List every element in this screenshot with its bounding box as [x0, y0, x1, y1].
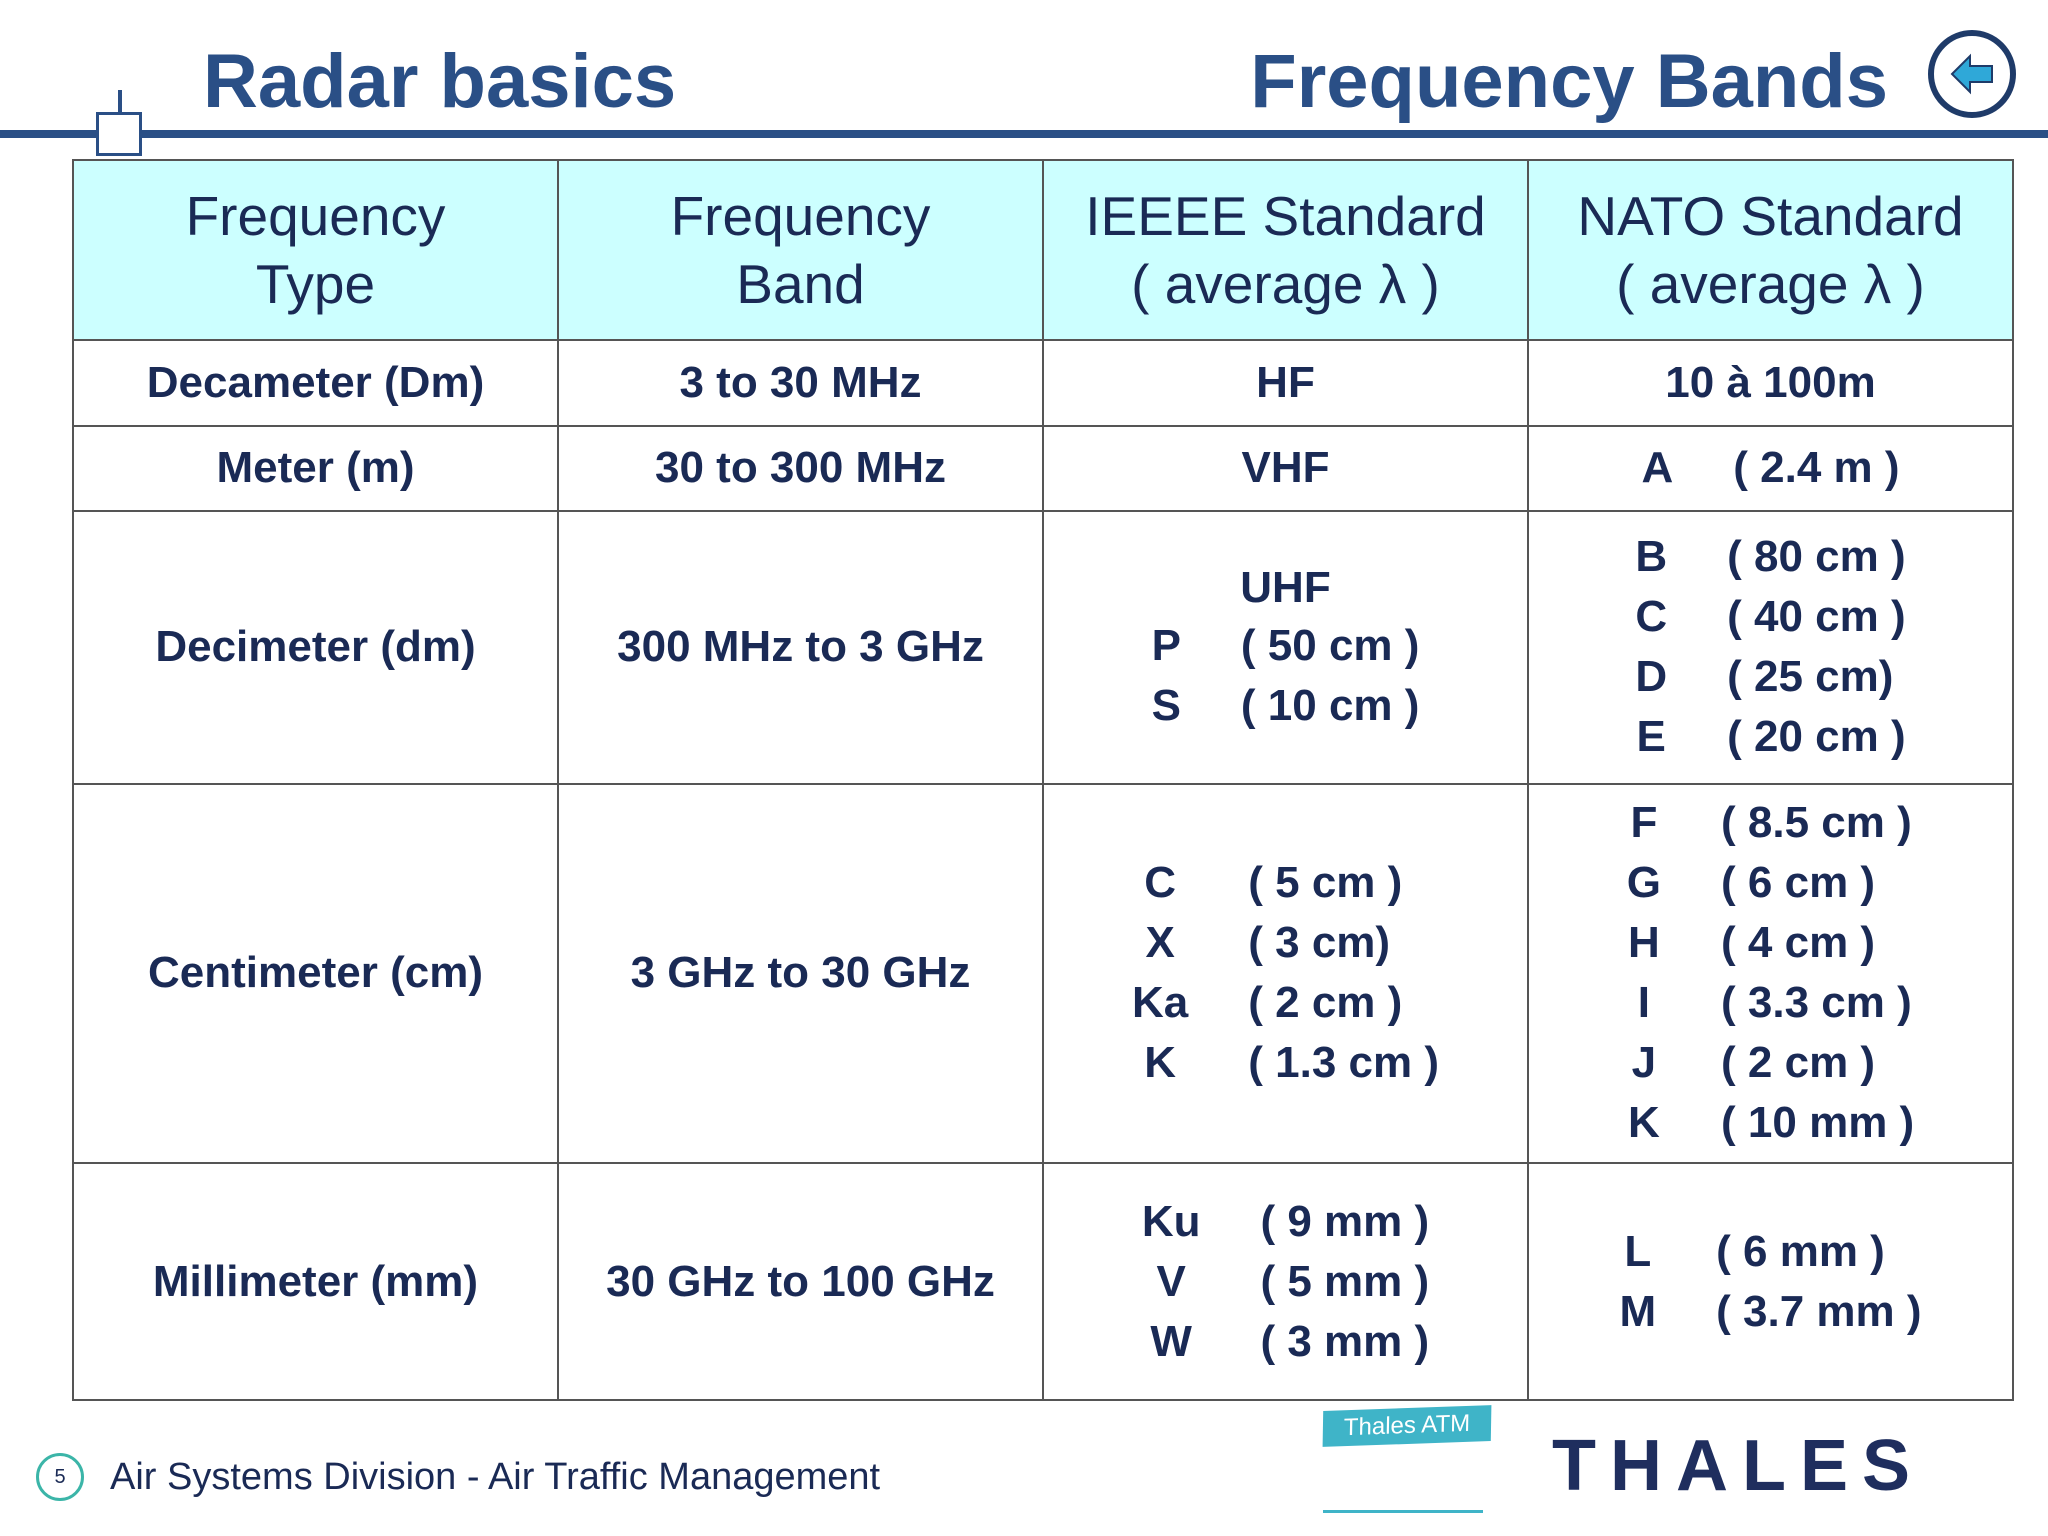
- band-wavelength: ( 3 mm ): [1260, 1316, 1430, 1366]
- column-header: [1528, 160, 2013, 340]
- band-wavelength: ( 3.3 cm ): [1721, 978, 1912, 1028]
- nato-standard-cell: [1528, 426, 2013, 510]
- frequency-bands-table: [72, 159, 2014, 1401]
- badge-underline: [1323, 1510, 1483, 1513]
- band-letter: F: [1630, 798, 1658, 848]
- table-row: [73, 1163, 2013, 1400]
- frequency-type-cell: Millimeter (mm): [73, 1163, 558, 1400]
- ieee-band-list: [1152, 617, 1420, 735]
- ieee-band-heading: UHF: [1240, 563, 1331, 613]
- presentation-title: Radar basics: [203, 39, 677, 124]
- header-marker: [96, 112, 142, 156]
- back-button[interactable]: [1928, 30, 2016, 118]
- column-header-line: Frequency: [185, 185, 446, 247]
- band-wavelength: ( 40 cm ): [1727, 592, 1906, 642]
- band-wavelength: ( 6 mm ): [1716, 1226, 1885, 1276]
- nato-band-list: [1635, 528, 1905, 766]
- frequency-band-cell: 30 GHz to 100 GHz: [558, 1163, 1043, 1400]
- band-letter: H: [1628, 918, 1660, 968]
- frequency-band-cell: 300 MHz to 3 GHz: [558, 511, 1043, 784]
- band-letter: K: [1144, 1038, 1177, 1088]
- ieee-band-list: [1142, 1193, 1429, 1371]
- nato-band-list: [1627, 794, 1914, 1152]
- nato-standard-cell: [1528, 1163, 2013, 1400]
- column-header-line: ( average λ ): [1131, 253, 1440, 315]
- column-header-line: Band: [736, 253, 865, 315]
- nato-band-list: [1641, 439, 1899, 497]
- ieee-standard-cell: [1043, 784, 1528, 1163]
- thales-logo: THALES: [1552, 1426, 1924, 1506]
- nato-standard-cell: [1528, 340, 2013, 426]
- column-header-line: IEEEE Standard: [1085, 185, 1486, 247]
- thales-atm-badge: Thales ATM: [1323, 1405, 1492, 1447]
- band-letter: S: [1151, 681, 1181, 731]
- ieee-band-list: [1132, 854, 1439, 1092]
- band-letter: V: [1156, 1256, 1186, 1306]
- column-header: [558, 160, 1043, 340]
- frequency-band-cell: 3 to 30 MHz: [558, 340, 1043, 426]
- band-letter: M: [1619, 1286, 1657, 1336]
- frequency-band-cell: 3 GHz to 30 GHz: [558, 784, 1043, 1163]
- band-wavelength: ( 80 cm ): [1727, 532, 1906, 582]
- table-header-row: [73, 160, 2013, 340]
- band-letter: I: [1637, 978, 1651, 1028]
- band-wavelength: ( 9 mm ): [1260, 1196, 1430, 1246]
- page-number: 5: [36, 1453, 84, 1501]
- table-row: [73, 784, 2013, 1163]
- band-letter: W: [1150, 1316, 1192, 1366]
- band-letter: J: [1631, 1038, 1657, 1088]
- band-letter: G: [1626, 858, 1662, 908]
- band-wavelength: ( 1.3 cm ): [1248, 1038, 1439, 1088]
- nato-standard-cell: [1528, 784, 2013, 1163]
- band-wavelength: ( 2 cm ): [1248, 978, 1403, 1028]
- column-header-line: NATO Standard: [1577, 185, 1964, 247]
- band-wavelength: ( 50 cm ): [1240, 621, 1420, 671]
- ieee-standard-cell: [1043, 511, 1528, 784]
- band-letter: Ka: [1132, 978, 1189, 1028]
- band-letter: E: [1636, 712, 1666, 762]
- band-wavelength: ( 5 mm ): [1260, 1256, 1430, 1306]
- band-wavelength: ( 10 mm ): [1721, 1098, 1915, 1148]
- band-wavelength: ( 3 cm): [1248, 918, 1391, 968]
- frequency-band-cell: 30 to 300 MHz: [558, 426, 1043, 510]
- band-wavelength: ( 10 cm ): [1240, 681, 1420, 731]
- table-row: [73, 511, 2013, 784]
- column-header-line: Type: [255, 253, 376, 315]
- frequency-type-cell: Centimeter (cm): [73, 784, 558, 1163]
- band-letter: X: [1145, 918, 1175, 968]
- band-letter: C: [1635, 592, 1668, 642]
- column-header-line: Frequency: [670, 185, 931, 247]
- band-wavelength: ( 2.4 m ): [1733, 443, 1900, 493]
- column-header: [1043, 160, 1528, 340]
- frequency-type-cell: Meter (m): [73, 426, 558, 510]
- band-letter: P: [1151, 621, 1181, 671]
- column-header: [73, 160, 558, 340]
- nato-band-heading: 10 à 100m: [1665, 358, 1876, 408]
- band-letter: D: [1635, 652, 1668, 702]
- table-row: [73, 426, 2013, 510]
- frequency-type-cell: Decimeter (dm): [73, 511, 558, 784]
- band-wavelength: ( 25 cm): [1727, 652, 1894, 702]
- nato-standard-cell: [1528, 511, 2013, 784]
- ieee-band-heading: VHF: [1241, 443, 1330, 493]
- footer-division-text: Air Systems Division - Air Traffic Management: [110, 1456, 881, 1498]
- table-row: [73, 340, 2013, 426]
- frequency-type-cell: Decameter (Dm): [73, 340, 558, 426]
- band-wavelength: ( 2 cm ): [1721, 1038, 1876, 1088]
- band-letter: B: [1635, 532, 1668, 582]
- band-letter: L: [1624, 1226, 1652, 1276]
- band-letter: Ku: [1141, 1196, 1201, 1246]
- band-wavelength: ( 5 cm ): [1248, 858, 1403, 908]
- band-wavelength: ( 20 cm ): [1727, 712, 1906, 762]
- slide-title: Frequency Bands: [1250, 39, 1888, 124]
- band-wavelength: ( 6 cm ): [1721, 858, 1876, 908]
- band-letter: K: [1628, 1098, 1660, 1148]
- band-wavelength: ( 3.7 mm ): [1716, 1286, 1922, 1336]
- band-letter: A: [1641, 443, 1674, 493]
- header-rule: [0, 130, 2048, 138]
- arrow-left-circle-icon: [1934, 36, 2010, 112]
- ieee-standard-cell: [1043, 340, 1528, 426]
- nato-band-list: [1619, 1223, 1921, 1341]
- band-letter: C: [1144, 858, 1177, 908]
- column-header-line: ( average λ ): [1616, 253, 1925, 315]
- band-wavelength: ( 4 cm ): [1721, 918, 1876, 968]
- band-wavelength: ( 8.5 cm ): [1721, 798, 1912, 848]
- ieee-standard-cell: [1043, 1163, 1528, 1400]
- ieee-standard-cell: [1043, 426, 1528, 510]
- ieee-band-heading: HF: [1256, 358, 1315, 408]
